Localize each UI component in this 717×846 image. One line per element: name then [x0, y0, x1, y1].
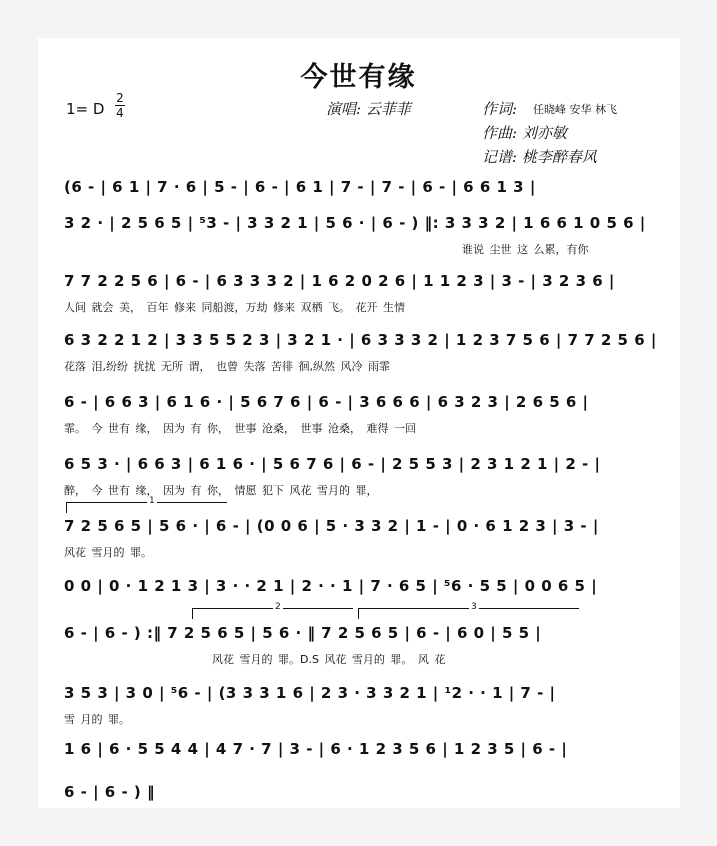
- lyricist-label: 作词:: [482, 100, 518, 118]
- notation-row: 7 7 2 2 5 6 | 6 - | 6 3 3 3 2 | 1 6 2 0 2 6 | 1 1 2 3 | 3 - | 3 2 3 6 |: [64, 272, 615, 290]
- transcriber-credit: 记谱: 桃李醉春风: [482, 148, 597, 166]
- key-signature: 1= D: [66, 100, 105, 118]
- lyric-line: 风花 雪月的 罪。D.S 风花 雪月的 罪。 风 花: [212, 653, 446, 666]
- notation-row: 0 0 | 0 · 1 2 1 3 | 3 · · 2 1 | 2 · · 1 | 7 · 6 5 | ⁵6 · 5 5 | 0 0 6 5 |: [64, 577, 598, 595]
- notation-row: (6 - | 6 1 | 7 · 6 | 5 - | 6 - | 6 1 | 7 - | 7 - | 6 - | 6 6 1 3 |: [64, 178, 536, 196]
- volta-bracket: [66, 496, 227, 513]
- lyric-line: 醉， 今 世有 缘， 因为 有 你， 情愿 犯下 风花 雪月的 罪，: [64, 484, 378, 497]
- notation-row: 7 2 5 6 5 | 5 6 · | 6 - | (0 0 6 | 5 · 3 3 2 | 1 - | 0 · 6 1 2 3 | 3 - |: [64, 517, 599, 535]
- notation-row: 6 - | 6 6 3 | 6 1 6 · | 5 6 7 6 | 6 - | 3 6 6 6 | 6 3 2 3 | 2 6 5 6 |: [64, 393, 589, 411]
- volta-bracket: [192, 602, 353, 619]
- composer-credit: 作曲: 刘亦敏: [482, 124, 567, 142]
- song-title: 今世有缘: [300, 62, 417, 93]
- volta-label: 1: [149, 496, 155, 506]
- notation-row: 6 3 2 2 1 2 | 3 3 5 5 2 3 | 3 2 1 · | 6 3 3 3 2 | 1 2 3 7 5 6 | 7 7 2 5 6 |: [64, 331, 657, 349]
- lyricist-names: 任晓峰 安华 林飞: [533, 103, 617, 116]
- time-signature-bottom: 4: [116, 106, 124, 120]
- volta-label: 2: [275, 602, 281, 612]
- lyric-line: 霏。 今 世有 缘， 因为 有 你， 世事 沧桑， 世事 沧桑， 难得 一回: [64, 422, 416, 435]
- notation-row: 6 - | 6 - ) :‖ 7 2 5 6 5 | 5 6 · ‖ 7 2 5 6 5 | 6 - | 6 0 | 5 5 |: [64, 624, 542, 642]
- volta-bracket: [358, 602, 579, 619]
- volta-label: 3: [471, 602, 477, 612]
- notation-row: 6 - | 6 - ) ‖: [64, 783, 155, 801]
- lyric-line: 风花 雪月的 罪。: [64, 546, 152, 559]
- notation-row: 3 5 3 | 3 0 | ⁵6 - | (3 3 3 1 6 | 2 3 · 3 3 2 1 | ¹2 · · 1 | 7 - |: [64, 684, 556, 702]
- lyric-line: 人间 就会 美， 百年 修来 同船渡，万劫 修来 双栖 飞。 花开 生情: [64, 301, 405, 314]
- notation-row: 1 6 | 6 · 5 5 4 4 | 4 7 · 7 | 3 - | 6 · 1 2 3 5 6 | 1 2 3 5 | 6 - |: [64, 740, 568, 758]
- lyric-line: 花落 泪,纷纷 扰扰 无所 谓， 也曾 失落 苦徘 徊,纵然 风冷 雨霏: [64, 360, 390, 373]
- notation-row: 3 2 · | 2 5 6 5 | ⁵3 - | 3 3 2 1 | 5 6 · | 6 - ) ‖: 3 3 3 2 | 1 6 6 1 0 5 6 |: [64, 214, 646, 232]
- lyric-line: 谁说 尘世 这 么累，有你: [462, 243, 589, 256]
- singer-credit: 演唱: 云菲菲: [326, 100, 411, 118]
- time-signature-top: 2: [116, 91, 124, 105]
- lyric-line: 雪 月的 罪。: [64, 713, 130, 726]
- time-signature: [115, 92, 125, 119]
- notation-row: 6 5 3 · | 6 6 3 | 6 1 6 · | 5 6 7 6 | 6 - | 2 5 5 3 | 2 3 1 2 1 | 2 - |: [64, 455, 601, 473]
